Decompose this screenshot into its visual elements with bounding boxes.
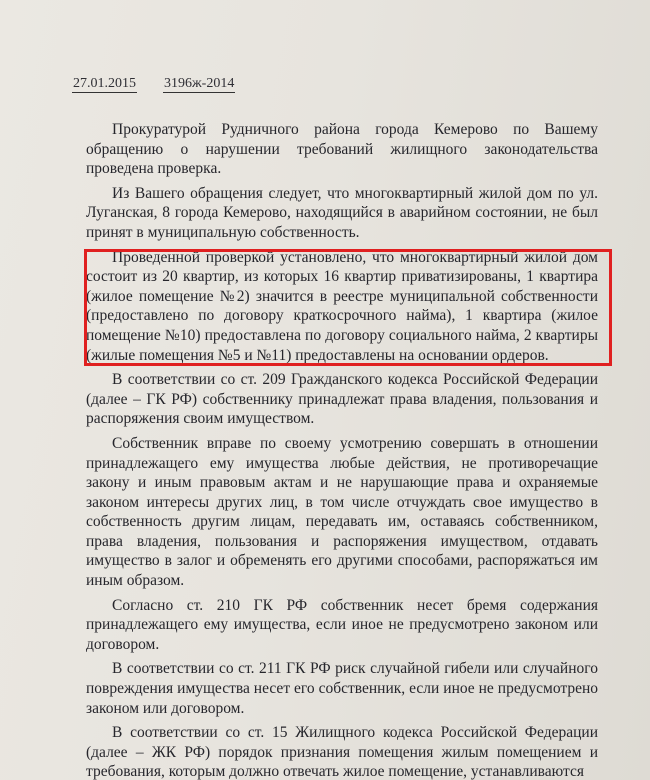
paragraph-art-210: Согласно ст. 210 ГК РФ собственник несет бремя содержания принадлежащего ему имущества, если иное не предусмотрено законом или договором. xyxy=(86,596,598,653)
document-header xyxy=(72,76,235,93)
paragraph-owner-rights: Собственник вправе по своему усмотрению совершать в отношении принадлежащего ему имущества любые действия, не противоречащие закону и иным правовым актам и не нарушающие права и охраняемые законом интересы других лиц, в том числе отчуждать свое имущество в собственность другим лицам, передавать им, оставаясь собственником, права владения, пользования и распоряжения имуществом, отдавать имущество в залог и обременять его другими способами, распоряжаться им иным образом. xyxy=(86,434,598,590)
paragraph-art-211: В соответствии со ст. 211 ГК РФ риск случайной гибели или случайного повреждения имущества несет его собственник, если иное не предусмотрено законом или договором. xyxy=(86,660,598,717)
document-body xyxy=(86,120,598,780)
paragraph-complaint: Из Вашего обращения следует, что многоквартирный жилой дом по ул. Луганская, 8 города Кемерово, находящийся в аварийном состоянии, не был принят в муниципальную собственность. xyxy=(86,184,598,241)
paragraph-art-209: В соответствии со ст. 209 Гражданского кодекса Российской Федерации (далее – ГК РФ) собственнику принадлежат права владения, пользования и распоряжения своим имуществом. xyxy=(86,371,598,428)
document-number: 3196ж-2014 xyxy=(164,76,235,91)
paragraph-findings: Проведенной проверкой установлено, что многоквартирный жилой дом состоит из 20 квартир, из которых 16 квартир приватизированы, 1 квартира (жилое помещение №2) значится в реестре муниципальной собственности (предоставлено по договору краткосрочного найма), 1 квартира (жилое помещение №10) предоставлена по договору социального найма, 2 квартиры (жилые помещения №5 и №11) предоставлены на основании ордеров. xyxy=(86,248,598,364)
paragraph-art-15: В соответствии со ст. 15 Жилищного кодекса Российской Федерации (далее – ЖК РФ) порядок признания помещения жилым помещением и требования, которым должно отвечать жилое помещение, устанавливаются xyxy=(86,724,598,780)
paragraph-intro: Прокуратурой Рудничного района города Кемерово по Вашему обращению о нарушении требований жилищного законодательства проведена проверка. xyxy=(86,121,598,178)
document-date: 27.01.2015 xyxy=(73,76,136,91)
